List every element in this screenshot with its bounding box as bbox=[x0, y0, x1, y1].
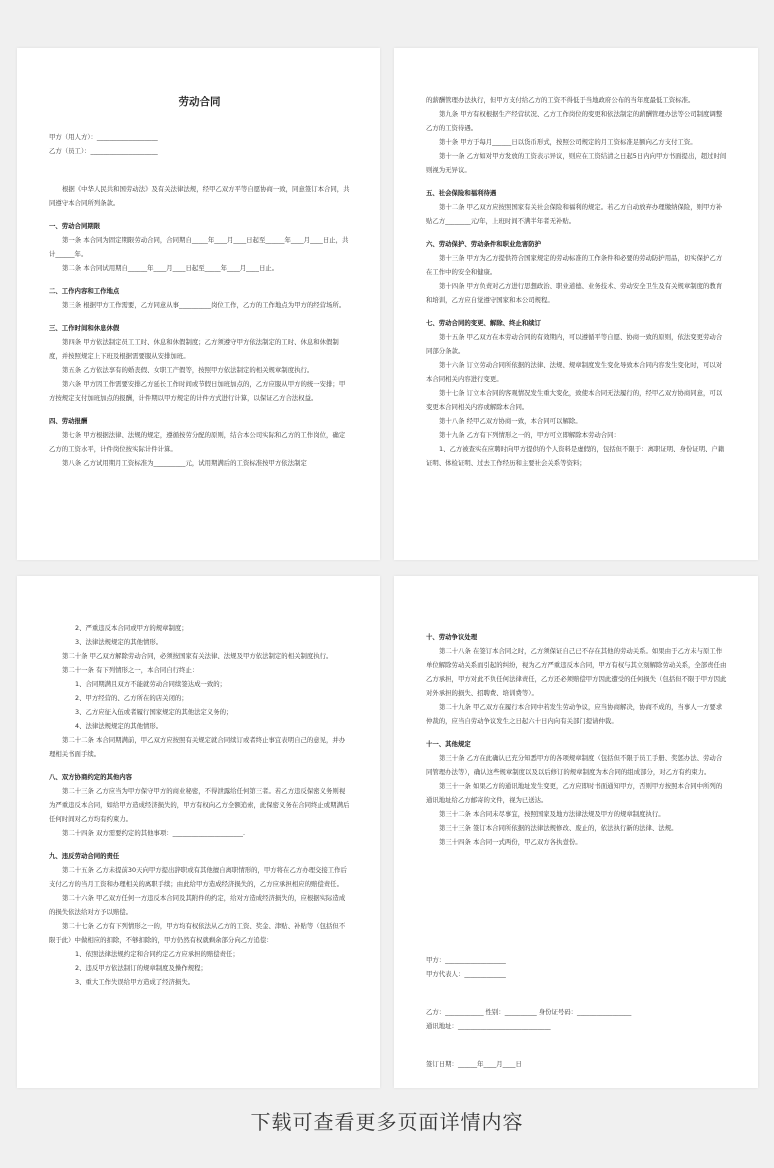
paragraph: 通讯地址：_____________________________ bbox=[426, 1022, 551, 1030]
paragraph: 第三十四条 本合同一式两份，甲乙双方各执壹份。 bbox=[439, 838, 582, 846]
document-page-1 bbox=[17, 48, 380, 560]
page-content bbox=[394, 48, 758, 470]
paragraph: 第二条 本合同试用期自______年____月____日起至_____年____月____日止。 bbox=[62, 264, 279, 272]
paragraph: 第三十二条 本合同未尽事宜，按照国家及地方法律法规及甲方的规章制度执行。 bbox=[439, 810, 665, 818]
paragraph: 第三十一条 如果乙方的通讯地址发生变更，乙方应即时书面通知甲方，否则甲方按照本合同中所列的通讯地址给乙方邮寄的文件，视为已送达。 bbox=[426, 782, 723, 804]
paragraph: 第四条 甲方依法制定员工工时、休息和休假制度；乙方须遵守甲方依法制定的工时、休息和休假制度，并按照规定上下班及根据需要服从安排加班。 bbox=[49, 338, 339, 360]
paragraph: 1、乙方被查实在应聘时向甲方提供的个人资料是虚假的，包括但不限于：离职证明、身份证明、户籍证明、体检证明、过去工作经历和主要社会关系等资料； bbox=[426, 445, 725, 467]
section-heading: 八、双方协商约定的其他内容 bbox=[49, 773, 133, 781]
section-heading: 四、劳动报酬 bbox=[49, 417, 88, 425]
document-page-2 bbox=[394, 48, 758, 560]
paragraph: 第九条 甲方有权根据生产经营状况、乙方工作岗位的变更和依法制定的薪酬管理办法等公司制度调整乙方的工资待遇。 bbox=[426, 110, 723, 132]
paragraph: 第十六条 订立劳动合同所依据的法律、法规、规章制度发生变化导致本合同内容发生变化时，可以对本合同相关内容进行变更。 bbox=[426, 361, 723, 383]
paragraph: 第十四条 甲方负责对乙方进行思想政治、职业道德、业务技术、劳动安全卫生及有关规章制度的教育和培训，乙方应自觉遵守国家和本公司规程。 bbox=[426, 282, 723, 304]
paragraph: 第十一条 乙方如对甲方发放的工资表示异议，则应在工资结清之日起5日内向甲方书面提出，超过时间则视为无异议。 bbox=[426, 152, 727, 174]
paragraph: 第七条 甲方根据法律、法规的规定，遵循按劳分配的原则，结合本公司实际和乙方的工作岗位，确定乙方的工资水平，计件岗位按实际计件计算。 bbox=[49, 431, 346, 453]
section-heading: 五、社会保险和福利待遇 bbox=[426, 189, 497, 197]
paragraph: 的薪酬管理办法执行，但甲方支付给乙方的工资不得低于当地政府公布的当年度最低工资标准。 bbox=[426, 96, 695, 104]
paragraph: 甲方：___________________ bbox=[426, 956, 506, 964]
spacer bbox=[426, 1033, 728, 1057]
spacer bbox=[426, 901, 728, 953]
list-item: 1、合同期满且双方不能就劳动合同续签达成一致的； bbox=[75, 680, 227, 688]
paragraph: 第十三条 甲方为乙方提供符合国家规定的劳动标准的工作条件和必要的劳动防护用品，切实保护乙方在工作中的安全和健康。 bbox=[426, 254, 723, 276]
document-page-3 bbox=[17, 576, 380, 1088]
section-heading: 一、劳动合同期限 bbox=[49, 222, 101, 230]
paragraph: 乙方（员工）：_____________________ bbox=[49, 147, 158, 155]
paragraph: 第八条 乙方试用期月工资标准为__________元，试用期满后的工资标准按甲方依法制定 bbox=[62, 459, 307, 467]
page-content bbox=[17, 48, 380, 470]
list-item: 4、法律法规规定的其他情形。 bbox=[75, 722, 163, 730]
list-item: 2、违反甲方依法制订的规章制度及操作规程； bbox=[75, 964, 207, 972]
paragraph: 第二十五条 乙方未提前30天向甲方提出辞职或有其他擅自离职情形的，甲方将在乙方办理交接工作后支付乙方的当月工资和办理相关的离职手续；由此给甲方造成经济损失的，乙方应承担相应的赔偿责任。 bbox=[49, 866, 347, 888]
spacer bbox=[49, 158, 350, 182]
paragraph: 第五条 乙方依法享有的婚丧假、女职工产假等，按照甲方依法制定的相关规章制度执行。 bbox=[62, 366, 314, 374]
paragraph: 第一条 本合同为固定期限劳动合同，合同期自_____年____月____日起至______年____月____日止，共计______年。 bbox=[49, 236, 349, 258]
paragraph: 第三十条 乙方在此确认已充分知悉甲方的各项规章制度（包括但不限于员工手册、奖惩办法、劳动合同管理办法等），确认这些规章制度以及以后修订的规章制度为本合同的组成部分，对乙方有约束力。 bbox=[426, 754, 723, 776]
spacer bbox=[426, 981, 728, 1005]
list-item: 2、严重违反本合同或甲方的规章制度； bbox=[75, 624, 188, 632]
paragraph: 第二十八条 在签订本合同之时，乙方须保证自己已不存在其他的劳动关系。如果由于乙方未与原工作单位解除劳动关系而引起的纠纷，视为乙方严重违反本合同，甲方有权与其立刻解除劳动关系，全部责任由乙方承担，甲方对此不负任何法律责任，乙方还必须赔偿甲方因此遭受的任何损失（包括但不限于甲方因此对外承担的损失、招聘费、培训费等）。 bbox=[426, 647, 727, 697]
section-heading: 六、劳动保护、劳动条件和职业危害防护 bbox=[426, 240, 542, 248]
paragraph: 根据《中华人民共和国劳动法》及有关法律法规，经甲乙双方平等自愿协商一致，同意签订本合同，共同遵守本合同所列条款。 bbox=[49, 185, 350, 207]
section-heading: 十一、其他规定 bbox=[426, 740, 471, 748]
paragraph: 第六条 甲方因工作需要安排乙方延长工作时间或节假日加班加点的，乙方应服从甲方的统一安排；甲方按规定支付加班加点的报酬，计件期以甲方规定的计件方式进行计算，以保证乙方合法权益。 bbox=[49, 380, 346, 402]
paragraph: 第十九条 乙方有下列情形之一的，甲方可立即解除本劳动合同： bbox=[439, 431, 620, 439]
section-heading: 三、工作时间和休息休假 bbox=[49, 324, 120, 332]
paragraph: 第二十七条 乙方有下列情形之一的，甲方均有权依法从乙方的工资、奖金、津贴、补贴等（包括但不限于此）中做相应的扣除，不够扣除的，甲方仍然有权就剩余部分向乙方追偿： bbox=[49, 922, 346, 944]
download-more-banner[interactable]: 下载可查看更多页面详情内容 bbox=[250, 1110, 524, 1134]
paragraph: 签订日期：______年____月____日 bbox=[426, 1060, 522, 1068]
list-item: 1、依照法律法规约定和合同约定乙方应承担的赔偿责任； bbox=[75, 950, 239, 958]
section-heading: 七、劳动合同的变更、解除、终止和续订 bbox=[426, 319, 542, 327]
list-item: 3、乙方应征入伍或者履行国家规定的其他法定义务的； bbox=[75, 708, 233, 716]
list-item: 3、重大工作失误给甲方造成了经济损失。 bbox=[75, 978, 195, 986]
paragraph: 第十七条 订立本合同的客观情况发生重大变化，致使本合同无法履行的，经甲乙双方协商同意，可以变更本合同相关内容或解除本合同。 bbox=[426, 389, 723, 411]
paragraph: 第三条 根据甲方工作需要，乙方同意从事__________岗位工作，乙方的工作地点为甲方的经营场所。 bbox=[62, 301, 346, 309]
section-heading: 十、劳动争议处理 bbox=[426, 633, 478, 641]
paragraph: 第十条 甲方于每月______日以货币形式，按照公司规定的月工资标准足额向乙方支付工资。 bbox=[439, 138, 697, 146]
section-heading: 九、违反劳动合同的责任 bbox=[49, 852, 120, 860]
document-title: 劳动合同 bbox=[178, 96, 221, 108]
document-page-4 bbox=[394, 576, 758, 1088]
paragraph: 第二十九条 甲乙双方在履行本合同中若发生劳动争议，应当协商解决，协商不成的，当事人一方要求仲裁的，应当自劳动争议发生之日起六十日内向有关部门提请仲裁。 bbox=[426, 703, 723, 725]
paragraph: 甲方代表人：_____________ bbox=[426, 970, 506, 978]
page-content bbox=[17, 576, 380, 989]
page-content bbox=[394, 576, 758, 1071]
paragraph: 第十五条 甲乙双方在本劳动合同的有效期内，可以遵循平等自愿、协商一致的原则，依法变更劳动合同部分条款。 bbox=[426, 333, 723, 355]
paragraph: 第二十一条 有下列情形之一，本合同自行终止： bbox=[62, 666, 199, 674]
section-heading: 二、工作内容和工作地点 bbox=[49, 287, 120, 295]
list-item: 2、甲方经营的、乙方所在的店关闭的； bbox=[75, 694, 188, 702]
paragraph: 乙方：____________ 性别：__________ 身份证号码：_________________ bbox=[426, 1008, 632, 1016]
paragraph: 第十二条 甲乙双方应按照国家有关社会保险和福利的规定。若乙方自动放弃办理缴纳保险，则甲方补贴乙方________元/年，上班时间不满半年者无补贴。 bbox=[426, 203, 723, 225]
paragraph: 第三十三条 签订本合同所依据的法律法规修改、废止的，依法执行新的法律、法规。 bbox=[439, 824, 678, 832]
paragraph: 第二十六条 甲乙双方任何一方违反本合同及其附件的约定，给对方造成经济损失的，应根据实际造成的损失依法给对方予以赔偿。 bbox=[49, 894, 346, 916]
paragraph: 第二十条 甲乙双方解除劳动合同，必须按国家有关法律、法规及甲方依法制定的相关制度执行。 bbox=[62, 652, 333, 660]
paragraph: 第二十二条 本合同期满前，甲乙双方应按照有关规定就合同续订或者终止事宜表明自己的意见，并办理相关书面手续。 bbox=[49, 736, 346, 758]
paragraph: 甲方（用人方）：___________________ bbox=[49, 133, 158, 141]
spacer bbox=[426, 849, 728, 901]
paragraph: 第二十四条 双方需要约定的其他事项：______________________. bbox=[62, 829, 245, 837]
paragraph: 第二十三条 乙方应当为甲方保守甲方的商业秘密，不得泄露给任何第三者。若乙方违反保密义务则视为严重违反本合同，如给甲方造成经济损失的，甲方有权向乙方全额追索，此保密义务在合同终止或期满后任何时间对乙方均有约束力。 bbox=[49, 787, 350, 823]
paragraph: 第十八条 经甲乙双方协商一致，本合同可以解除。 bbox=[439, 417, 582, 425]
list-item: 3、法律法规规定的其他情形。 bbox=[75, 638, 163, 646]
